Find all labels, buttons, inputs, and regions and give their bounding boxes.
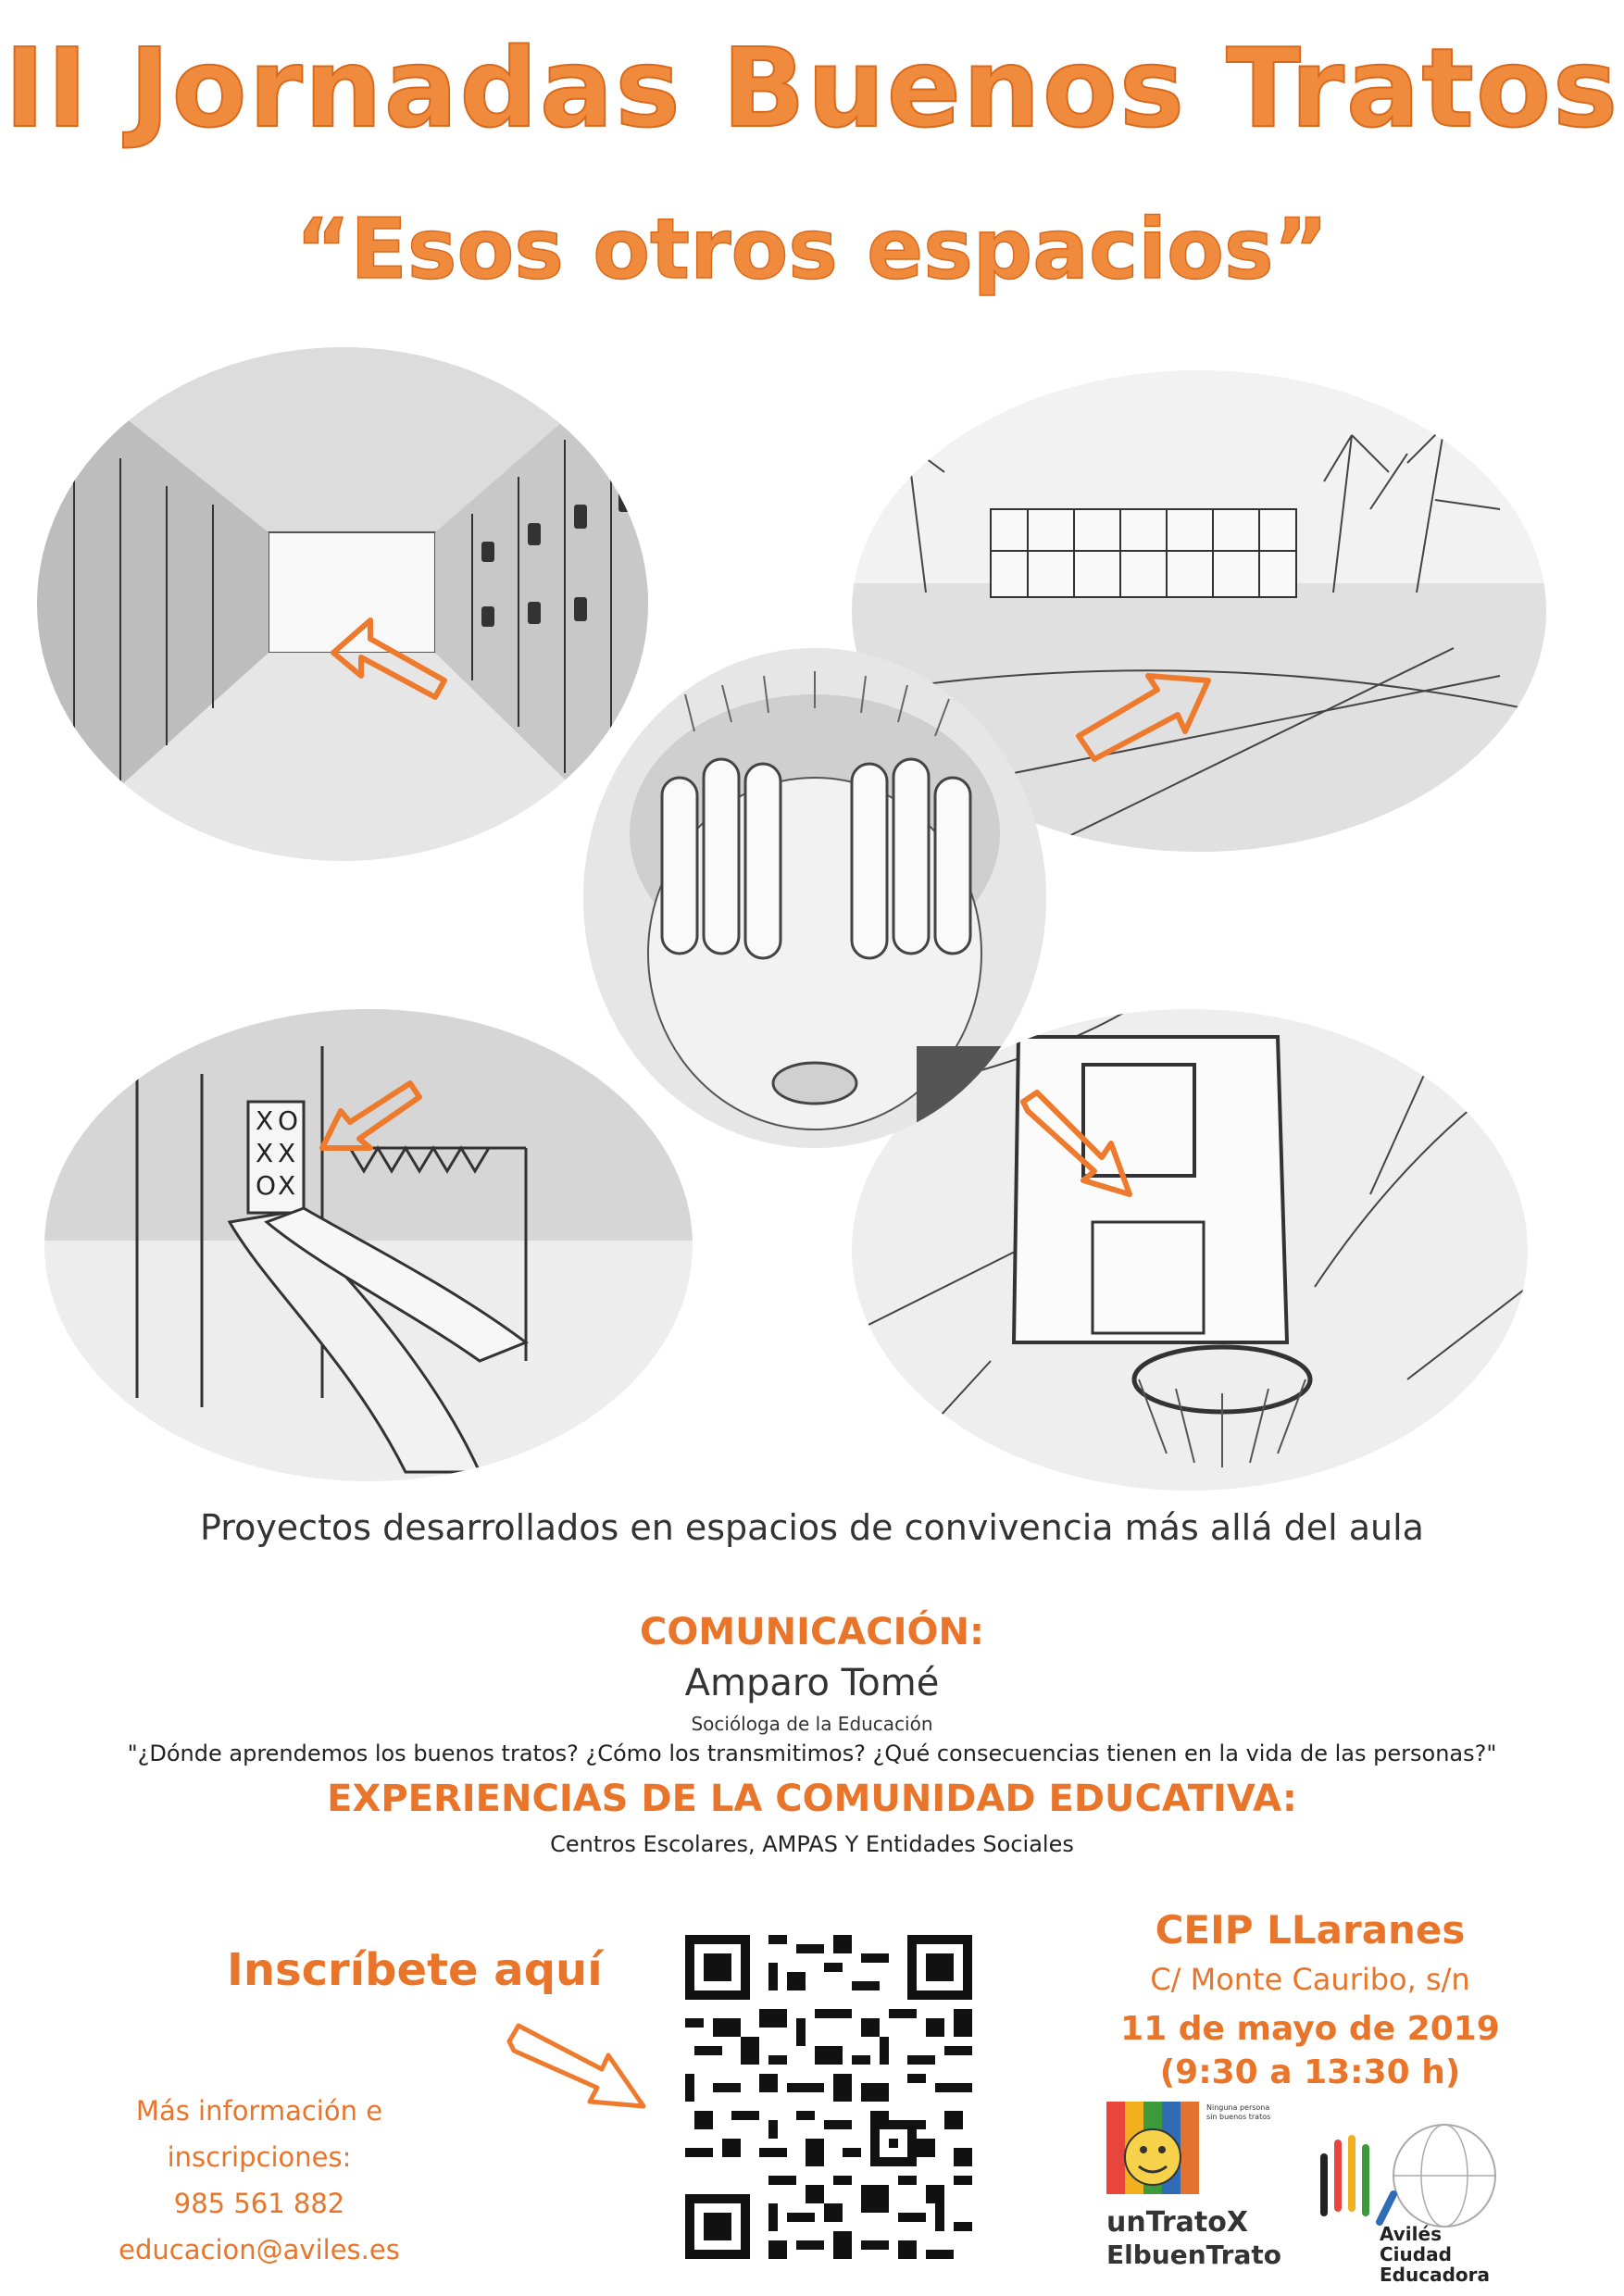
aviles-logo-line1: Avilés	[1380, 2223, 1442, 2245]
speaker-name: Amparo Tomé	[684, 1662, 940, 1704]
playground-image	[44, 1009, 693, 1481]
poster-title: II Jornadas Buenos Tratos	[4, 24, 1620, 152]
info-line1: Más información e	[135, 2095, 383, 2127]
hallway-image	[37, 347, 648, 861]
buen-trato-logo-small: Ninguna persona sin buenos tratos	[1206, 2103, 1271, 2121]
tagline: Proyectos desarrollados en espacios de convivencia más allá del aula	[200, 1507, 1424, 1548]
info-line2: inscripciones:	[167, 2141, 352, 2173]
speaker-role: Socióloga de la Educación	[691, 1713, 933, 1735]
svg-text:X: X	[256, 1138, 274, 1168]
info-email[interactable]: educacion@aviles.es	[119, 2234, 400, 2265]
speaker-question: "¿Dónde aprendemos los buenos tratos? ¿Cómo los transmitimos? ¿Qué consecuencias tienen en la vida de las personas?"	[127, 1741, 1497, 1766]
svg-text:O: O	[256, 1170, 277, 1201]
buen-trato-logo-line1: unTratoX	[1106, 2206, 1249, 2239]
svg-text:O: O	[278, 1105, 299, 1136]
info-block	[102, 2088, 417, 2273]
info-phone: 985 561 882	[173, 2188, 345, 2219]
venue-time: (9:30 a 13:30 h)	[1159, 2053, 1461, 2091]
register-arrow-icon	[505, 2018, 653, 2124]
buen-trato-logo-line2: ElbuenTrato	[1106, 2240, 1281, 2270]
aviles-logo-line2: Ciudad Educadora	[1380, 2243, 1490, 2286]
experiences-heading: EXPERIENCIAS DE LA COMUNIDAD EDUCATIVA:	[327, 1778, 1297, 1820]
svg-text:X: X	[278, 1170, 296, 1201]
venue-date: 11 de mayo de 2019	[1120, 2010, 1500, 2048]
experiences-detail: Centros Escolares, AMPAS Y Entidades Sociales	[550, 1831, 1074, 1857]
buen-trato-logo	[1097, 2092, 1282, 2277]
poster-subtitle: “Esos otros espacios”	[295, 201, 1329, 298]
register-label: Inscríbete aquí	[227, 1944, 603, 1996]
svg-text:X: X	[256, 1105, 274, 1136]
venue-address: C/ Monte Cauribo, s/n	[1150, 1962, 1470, 1997]
venue-name: CEIP LLaranes	[1155, 1907, 1466, 1953]
qr-code[interactable]	[676, 1926, 981, 2268]
svg-text:X: X	[278, 1138, 296, 1168]
aviles-logo	[1305, 2120, 1546, 2286]
venue-block	[1093, 1907, 1528, 2091]
child-image	[583, 648, 1046, 1148]
communication-heading: COMUNICACIÓN:	[639, 1611, 985, 1653]
